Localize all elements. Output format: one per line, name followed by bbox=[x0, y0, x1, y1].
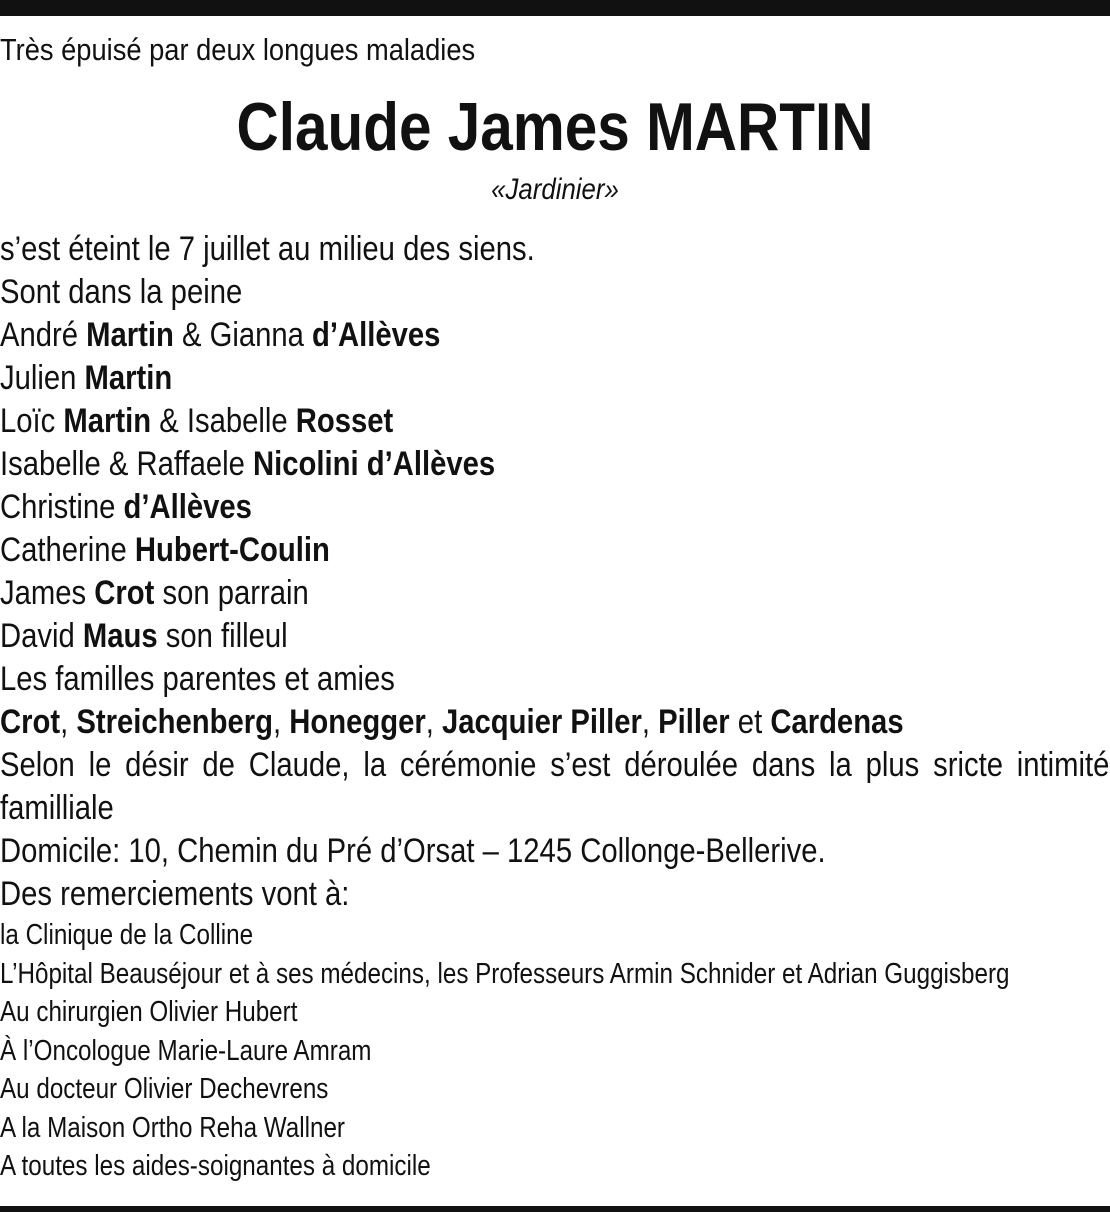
surname-text: Honegger bbox=[289, 703, 426, 741]
line-text: et bbox=[729, 703, 771, 741]
surname-text: d’Allèves bbox=[123, 488, 252, 526]
line-text: , bbox=[272, 703, 290, 741]
surname-text: Streichenberg bbox=[76, 703, 273, 741]
mourner-line bbox=[0, 357, 955, 400]
mourner-line bbox=[0, 486, 955, 529]
surname-text: Martin bbox=[84, 359, 173, 397]
line-text: Les familles parentes et amies bbox=[0, 660, 395, 698]
line-text: son parrain bbox=[154, 574, 309, 612]
mourner-line bbox=[0, 701, 955, 744]
line-text: Isabelle & Raffaele bbox=[0, 445, 254, 483]
line-text: David bbox=[0, 617, 83, 655]
notice-body bbox=[0, 228, 1110, 1186]
surname-text: Cardenas bbox=[770, 703, 904, 741]
thanks-item: A toutes les aides-soignantes à domicile bbox=[0, 1150, 431, 1182]
mourner-line bbox=[0, 314, 955, 357]
mourner-line bbox=[0, 572, 955, 615]
line-text: , bbox=[641, 703, 659, 741]
surname-text: Crot bbox=[0, 703, 61, 741]
mourner-line bbox=[0, 658, 955, 701]
line-text: son filleul bbox=[157, 617, 288, 655]
line-text: Julien bbox=[0, 359, 85, 397]
line-text: , bbox=[425, 703, 442, 741]
thanks-list bbox=[0, 916, 1110, 1186]
surname-text: Piller bbox=[658, 703, 730, 741]
surname-text: Rosset bbox=[295, 402, 394, 440]
line-text: André bbox=[0, 316, 87, 354]
bottom-rule bbox=[0, 1206, 1110, 1212]
mourner-line bbox=[0, 228, 955, 271]
surname-text: Nicolini d’Allèves bbox=[253, 445, 496, 483]
top-rule bbox=[0, 0, 1110, 16]
line-text: & Isabelle bbox=[151, 402, 296, 440]
thanks-item: A la Maison Ortho Reha Wallner bbox=[0, 1111, 345, 1144]
surname-text: Crot bbox=[94, 574, 155, 612]
surname-text: Hubert-Coulin bbox=[134, 531, 330, 569]
surname-text: Martin bbox=[63, 402, 152, 440]
deceased-occupation: «Jardinier» bbox=[491, 173, 619, 206]
mourner-line bbox=[0, 271, 955, 314]
thanks-item: la Clinique de la Colline bbox=[0, 919, 254, 951]
line-text: s’est éteint le 7 juillet au milieu des siens. bbox=[0, 230, 535, 268]
mourner-line bbox=[0, 529, 955, 572]
line-text: Loïc bbox=[0, 402, 64, 440]
mourners-list bbox=[0, 228, 1110, 744]
thanks-item: Au chirurgien Olivier Hubert bbox=[0, 996, 298, 1028]
line-text: Sont dans la peine bbox=[0, 273, 243, 311]
intro-text: Très épuisé par deux longues maladies bbox=[0, 32, 476, 67]
mourner-line bbox=[0, 615, 955, 658]
thanks-item: À l’Oncologue Marie-Laure Amram bbox=[0, 1034, 372, 1067]
surname-text: d’Allèves bbox=[312, 316, 441, 354]
deceased-name: Claude James MARTIN bbox=[236, 89, 874, 165]
line-text: & Gianna bbox=[173, 316, 313, 354]
obituary-notice bbox=[0, 30, 1110, 1186]
thanks-heading: Des remerciements vont à: bbox=[0, 875, 350, 913]
ceremony-text: Selon le désir de Claude, la cérémonie s’est déroulée dans la plus sricte intimité familliale bbox=[0, 746, 1110, 827]
mourner-line bbox=[0, 443, 955, 486]
domicile-text: Domicile: 10, Chemin du Pré d’Orsat – 1245 Collonge-Bellerive. bbox=[0, 832, 826, 870]
mourner-line bbox=[0, 400, 955, 443]
line-text: Catherine bbox=[0, 531, 135, 569]
surname-text: Jacquier Piller bbox=[441, 703, 642, 741]
thanks-item: Au docteur Olivier Dechevrens bbox=[0, 1073, 329, 1105]
thanks-item: L’Hôpital Beauséjour et à ses médecins, les Professeurs Armin Schnider et Adrian Guggisberg bbox=[0, 957, 1010, 990]
line-text: , bbox=[60, 703, 77, 741]
surname-text: Martin bbox=[86, 316, 174, 354]
line-text: Christine bbox=[0, 488, 124, 526]
line-text: James bbox=[0, 574, 95, 612]
surname-text: Maus bbox=[82, 617, 158, 655]
